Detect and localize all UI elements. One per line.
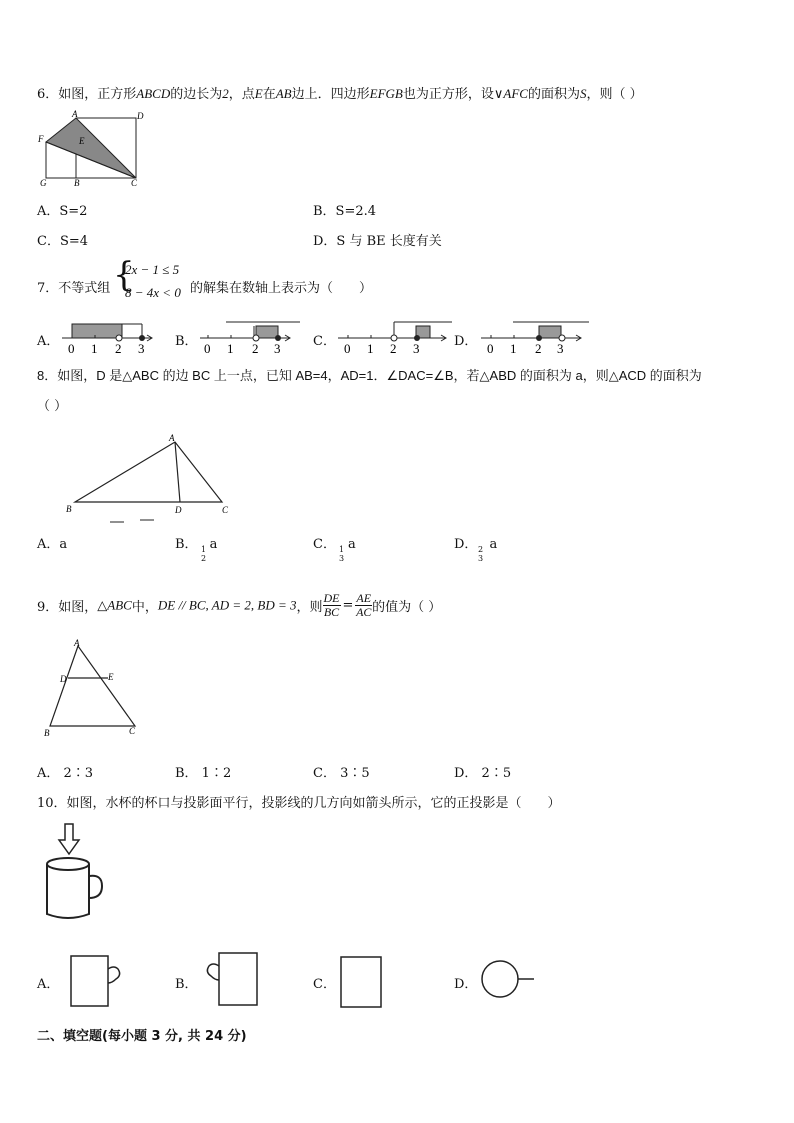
q10-option-c-label[interactable]: C．	[313, 977, 336, 992]
q7d-tick-3: 3	[557, 341, 564, 356]
q7-ineq-2: 8 − 4x < 0	[125, 285, 181, 300]
q8-stem-paren: （ ）	[37, 399, 68, 414]
q9-label-e: E	[108, 672, 114, 682]
q10-option-b-shape[interactable]	[203, 952, 261, 1010]
q9-fraction-ae-ac: $\frac{AE}{AC}$	[356, 591, 372, 619]
q7-numberline-a	[58, 316, 158, 356]
q8-label-c: C	[222, 505, 229, 515]
q7-option-c-label[interactable]: C．	[313, 334, 336, 349]
projection-arrow-icon	[59, 824, 79, 854]
q8-option-a[interactable]: A．a	[37, 537, 68, 552]
q10-option-b-label[interactable]: B．	[175, 977, 198, 992]
q10-stem: 10．如图，水杯的杯口与投影面平行，投影线的几方向如箭头所示，它的正投影是（ ）	[37, 796, 561, 811]
q6-option-d[interactable]: D．S 与 BE 长度有关	[313, 234, 442, 249]
q10-option-a-shape[interactable]	[70, 955, 126, 1009]
q7b-tick-3: 3	[274, 341, 281, 356]
q6-option-c[interactable]: C．S=4	[37, 234, 89, 249]
q7a-tick-2: 2	[115, 341, 122, 356]
q10-option-c-shape[interactable]	[340, 956, 384, 1010]
q7-numberline-b	[196, 316, 296, 356]
q10-cup-figure	[40, 822, 110, 922]
q6-option-b[interactable]: B．S=2.4	[313, 204, 377, 219]
q6-label-c: C	[131, 178, 138, 188]
q9-label-a: A	[74, 638, 80, 648]
q6-label-e: E	[79, 136, 85, 146]
q9-label-d: D	[60, 674, 67, 684]
q7-numberline-c	[334, 316, 454, 356]
q8-label-a: A	[169, 433, 175, 443]
q9-label-b: B	[44, 728, 50, 738]
q7-option-b-label[interactable]: B．	[175, 334, 198, 349]
q9-figure	[40, 638, 150, 740]
q6-label-g: G	[40, 178, 47, 188]
q10-option-a-label[interactable]: A．	[37, 977, 60, 992]
q6-label-b: B	[74, 178, 80, 188]
q10-option-d-shape[interactable]	[480, 959, 540, 1001]
q9-fraction-de-bc: $\frac{DE}{BC}$	[323, 591, 340, 619]
q7c-tick-0: 0	[344, 341, 351, 356]
q7d-tick-1: 1	[510, 341, 517, 356]
q9-option-d[interactable]: D． 2∶5	[454, 766, 512, 781]
q7-stem-end: 的解集在数轴上表示为（ ）	[190, 281, 373, 296]
q6-label-f: F	[38, 134, 44, 144]
q7c-tick-2: 2	[390, 341, 397, 356]
q7c-tick-1: 1	[367, 341, 374, 356]
q8-stem: 8．如图，D 是△ABC 的边 BC 上一点，已知 AB=4，AD=1．∠DAC=∠B，若△ABD 的面积为 a，则△ACD 的面积为	[37, 368, 702, 383]
q7-option-d-label[interactable]: D．	[454, 334, 478, 349]
q7c-tick-3: 3	[413, 341, 420, 356]
q7a-tick-3: 3	[138, 341, 145, 356]
q7-numberline-d	[477, 316, 597, 356]
q7d-tick-2: 2	[535, 341, 542, 356]
q6-figure	[36, 110, 146, 190]
q9-option-b[interactable]: B． 1∶2	[175, 766, 232, 781]
q8-option-b-frac: 1 2	[201, 545, 207, 563]
q7-brace: {	[113, 255, 135, 295]
q6-option-a[interactable]: A．S=2	[37, 204, 88, 219]
q6-stem: 6．如图，正方形ABCD的边长为2，点E在AB边上．四边形EFGB也为正方形，设∨AFC的面积为S，则（ ）	[37, 86, 643, 102]
q8-label-b: B	[66, 504, 72, 514]
q7-stem-pre: 7．不等式组	[37, 281, 111, 296]
q6-label-d: D	[137, 111, 144, 121]
q8-label-d: D	[175, 505, 182, 515]
q7d-tick-0: 0	[487, 341, 494, 356]
q9-stem: 9．如图，△ABC中，DE // BC, AD = 2, BD = 3，则 $\frac{DE}{BC}$ = $\frac{AE}{AC}$ 的值为（ ）	[37, 591, 442, 619]
q10-option-d-label[interactable]: D．	[454, 977, 478, 992]
q9-label-c: C	[129, 726, 136, 736]
q7b-tick-1: 1	[227, 341, 234, 356]
q8-option-d[interactable]: D． a	[454, 537, 498, 552]
q8-option-c[interactable]: C． a	[313, 537, 356, 552]
q7b-tick-2: 2	[252, 341, 259, 356]
q6-label-a: A	[72, 109, 78, 119]
q8-figure	[62, 430, 242, 530]
q8-option-c-frac: 1 3	[339, 545, 345, 563]
q9-option-c[interactable]: C． 3∶5	[313, 766, 370, 781]
q8-option-b[interactable]: B． a	[175, 537, 218, 552]
q7b-tick-0: 0	[204, 341, 211, 356]
q7a-tick-1: 1	[91, 341, 98, 356]
q7a-tick-0: 0	[68, 341, 75, 356]
q7-ineq-1: 2x − 1 ≤ 5	[125, 262, 180, 277]
section2-title: 二、填空题(每小题 3 分, 共 24 分)	[37, 1029, 247, 1044]
q9-option-a[interactable]: A． 2∶3	[37, 766, 94, 781]
q7-option-a-label[interactable]: A．	[37, 334, 60, 349]
q8-option-d-frac: 2 3	[478, 545, 484, 563]
